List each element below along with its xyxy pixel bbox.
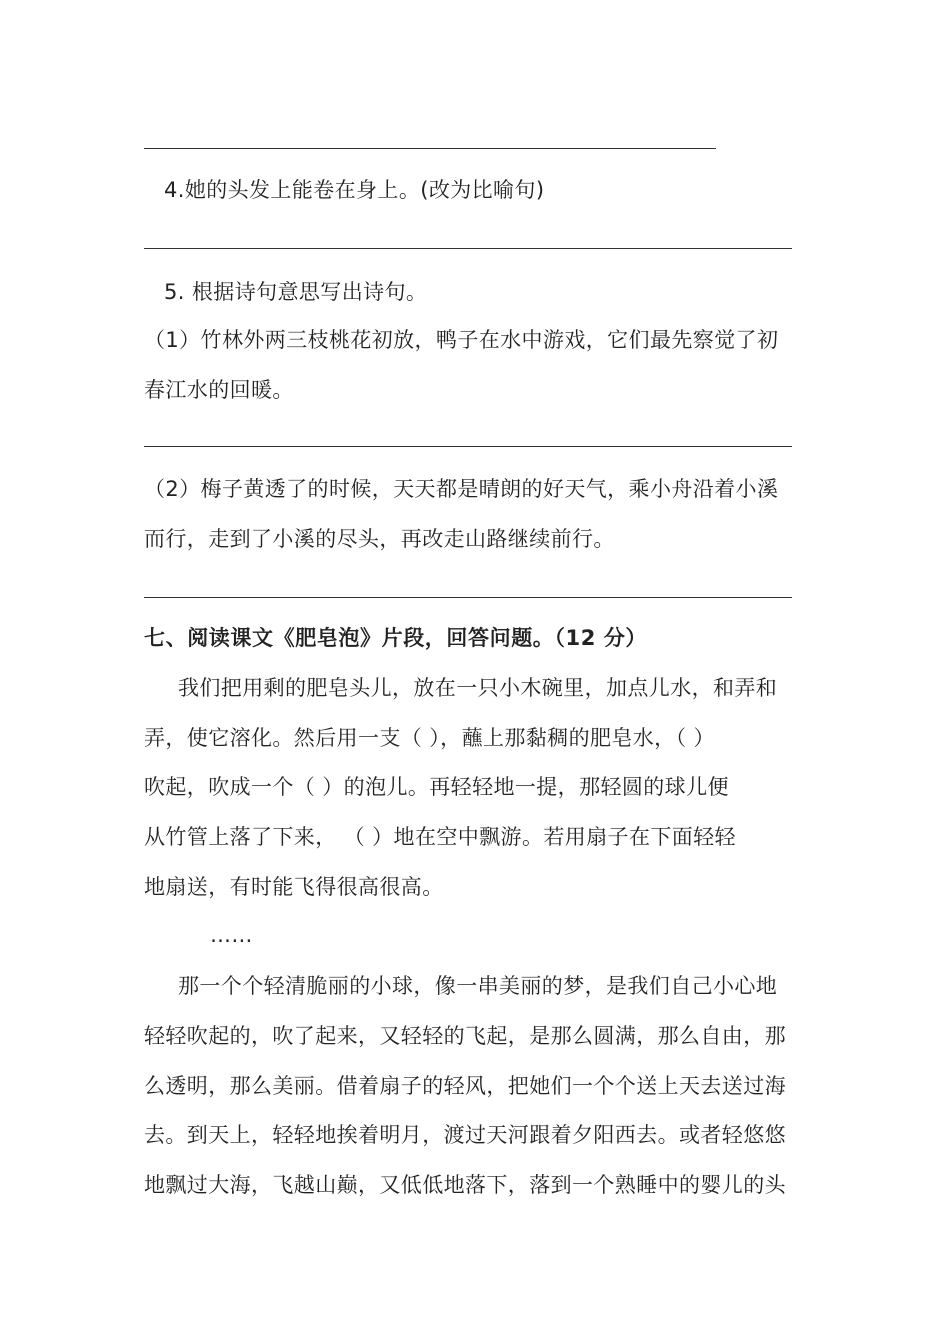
passage-2-line-2: 轻轻吹起的，吹了起来，又轻轻的飞起，是那么圆满，那么自由，那	[144, 1024, 786, 1048]
answer-line-q4	[144, 248, 792, 249]
question-5-1-line-1: （1）竹林外两三枝桃花初放，鸭子在水中游戏，它们最先察觉了初	[144, 328, 779, 352]
answer-line-q3	[144, 148, 716, 149]
passage-1-line-1: 我们把用剩的肥皂头儿，放在一只小木碗里，加点儿水，和弄和	[178, 676, 778, 700]
question-5-2-line-2: 而行，走到了小溪的尽头，再改走山路继续前行。	[144, 527, 615, 551]
question-5-heading: 5. 根据诗句意思写出诗句。	[164, 280, 428, 304]
question-5-1-line-2: 春江水的回暖。	[144, 378, 294, 402]
passage-2-line-5: 地飘过大海，飞越山巅，又低低地落下，落到一个熟睡中的婴儿的头	[144, 1173, 786, 1197]
passage-2-line-4: 去。到天上，轻轻地挨着明月，渡过天河跟着夕阳西去。或者轻悠悠	[144, 1123, 786, 1147]
section-7-title: 七、阅读课文《肥皂泡》片段，回答问题。（12 分）	[144, 626, 648, 650]
passage-2-line-3: 么透明，那么美丽。借着扇子的轻风，把她们一个个送上天去送过海	[144, 1074, 786, 1098]
passage-1-line-5: 地扇送，有时能飞得很高很高。	[144, 875, 444, 899]
question-4: 4.她的头发上能卷在身上。(改为比喻句)	[164, 178, 545, 202]
passage-1-line-4: 从竹管上落了下来， （ ）地在空中飘游。若用扇子在下面轻轻	[144, 825, 736, 849]
question-5-2-line-1: （2）梅子黄透了的时候，天天都是晴朗的好天气，乘小舟沿着小溪	[144, 477, 779, 501]
passage-ellipsis: ……	[210, 923, 253, 947]
answer-line-q5-1	[144, 446, 792, 447]
passage-2-line-1: 那一个个轻清脆丽的小球，像一串美丽的梦，是我们自己小心地	[178, 974, 778, 998]
answer-line-q5-2	[144, 597, 792, 598]
passage-1-line-2: 弄，使它溶化。然后用一支（ ），蘸上那黏稠的肥皂水，（ ）	[144, 726, 715, 750]
passage-1-line-3: 吹起，吹成一个（ ）的泡儿。再轻轻地一提，那轻圆的球儿便	[144, 775, 729, 799]
